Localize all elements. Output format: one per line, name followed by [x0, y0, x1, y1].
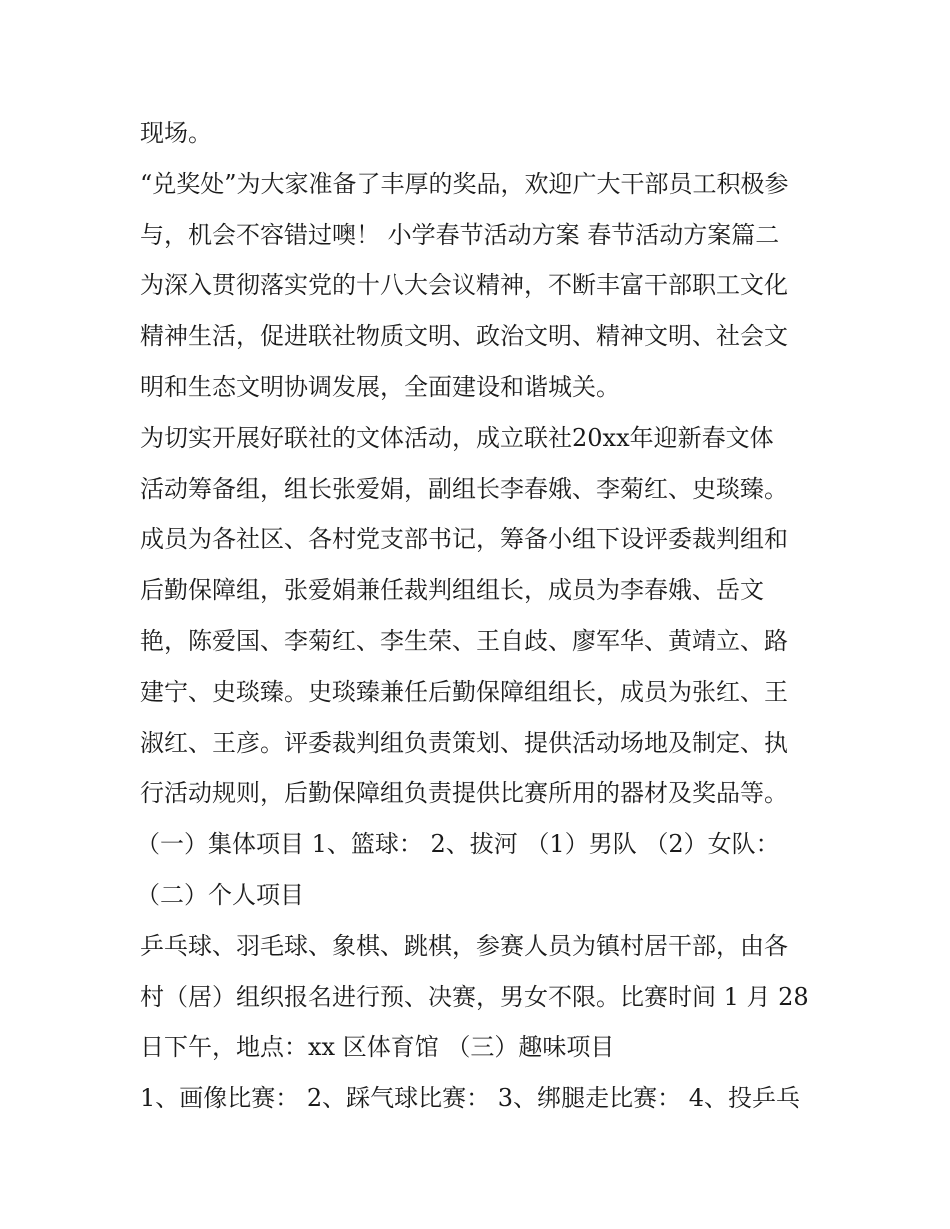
- text-line: 村（居）组织报名进行预、决赛，男女不限。比赛时间 1 月 28: [140, 982, 809, 1011]
- text-line: 成员为各社区、各村党支部书记，筹备小组下设评委裁判组和: [140, 525, 788, 554]
- text-line: 现场。: [140, 119, 212, 147]
- text-line: 后勤保障组，张爱娟兼任裁判组组长，成员为李春娥、岳文: [140, 576, 764, 605]
- text-line: （一）集体项目 1、篮球： 2、拔河 （1）男队 （2）女队：: [136, 830, 780, 859]
- text-line: 日下午，地点：xx 区体育馆 （三）趣味项目: [140, 1033, 615, 1062]
- text-line: 行活动规则，后勤保障组负责提供比赛所用的器材及奖品等。: [140, 779, 788, 808]
- text-line: 乒乓球、羽毛球、象棋、跳棋，参赛人员为镇村居干部，由各: [140, 931, 788, 960]
- text-line: 与，机会不容错过噢！ 小学春节活动方案 春节活动方案篇二: [140, 220, 780, 249]
- text-line: “兑奖处”为大家准备了丰厚的奖品，欢迎广大干部员工积极参: [140, 169, 789, 198]
- document-body: [136, 108, 830, 1124]
- text-line: 活动筹备组，组长张爱娟，副组长李春娥、李菊红、史琰臻。: [140, 474, 788, 503]
- text-line: （二）个人项目: [136, 880, 304, 909]
- text-line: 艳，陈爱国、李菊红、李生荣、王自歧、廖军华、黄靖立、路: [140, 626, 788, 655]
- text-line: 为切实开展好联社的文体活动，成立联社20xx年迎新春文体: [140, 423, 774, 452]
- text-line: 为深入贯彻落实党的十八大会议精神，不断丰富干部职工文化: [140, 271, 788, 300]
- text-line: 明和生态文明协调发展，全面建设和谐城关。: [140, 372, 620, 401]
- text-line: 精神生活，促进联社物质文明、政治文明、精神文明、社会文: [140, 322, 788, 351]
- text-line: 建宁、史琰臻。史琰臻兼任后勤保障组组长，成员为张红、王: [140, 677, 788, 706]
- text-line: 淑红、王彦。评委裁判组负责策划、提供活动场地及制定、执: [140, 728, 788, 757]
- text-line: 1、画像比赛： 2、踩气球比赛： 3、绑腿走比赛： 4、投乒乓: [140, 1084, 800, 1113]
